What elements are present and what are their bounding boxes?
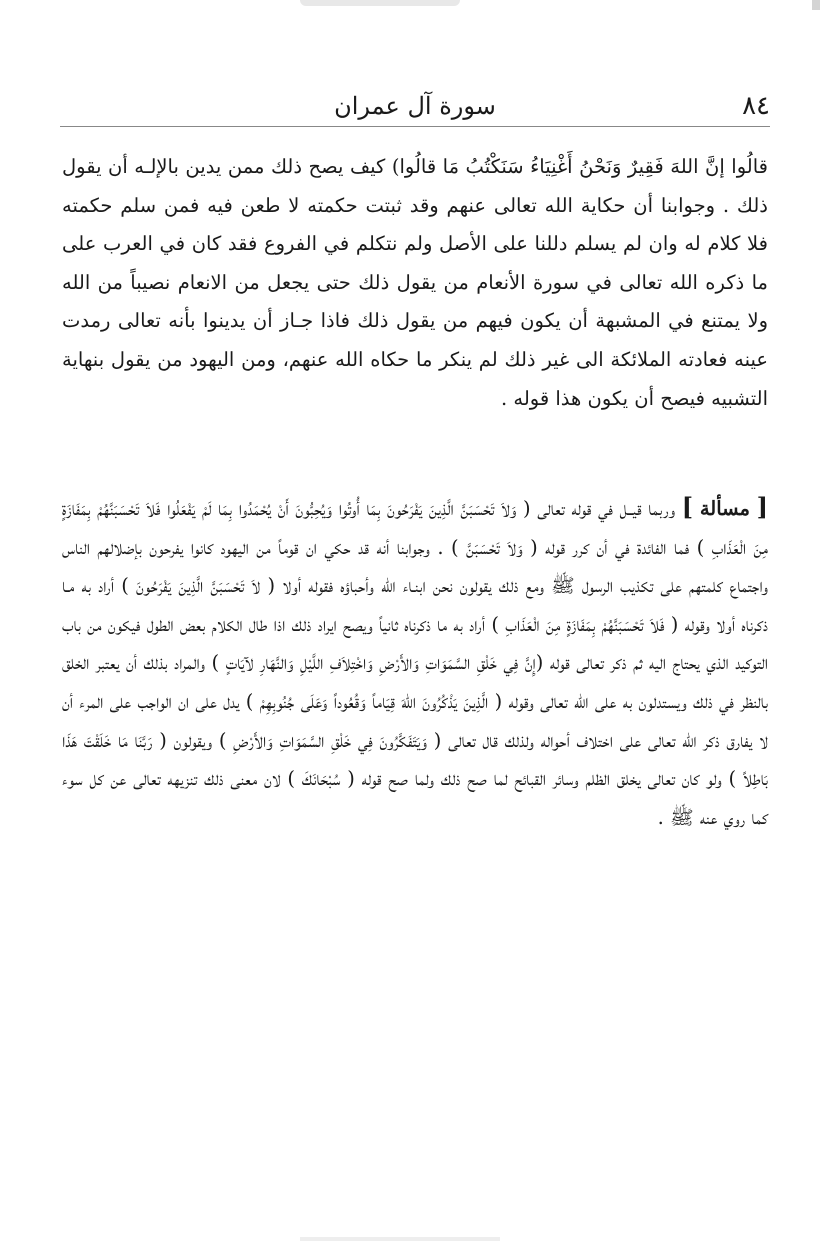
page-number: ٨٤ [742, 91, 770, 121]
section-bracket-open: [ [756, 492, 769, 521]
scan-artifact-corner [812, 0, 820, 10]
section-label: مسألة [699, 497, 750, 520]
section-bracket-close: ] [681, 492, 694, 521]
scan-artifact-top [300, 0, 460, 6]
page-header [60, 88, 770, 128]
section-text: وربما قيــل في قوله تعالى ( وَلاَ تَحْسَبَنَّ الَّذِينَ يَفْرَحُونَ بِمَا أُوتُوا وَيُحِبُّونَ أَنْ يُحْمَدُوا بِمَا لَمْ يَفْعَلُوا فَلاَ تَحْسَبَنَّهُمْ بِمَفَازَةٍ مِنَ الْعَذَابِ ) فما الفائدة في أن كرر قوله ( وَلاَ تَحْسَبَنَّ ) . وجوابنا أنه قد حكي ان قوماً من اليهود كانوا يفرحون بإضلالهم الناس واجتماع كلمتهم على تكذيب الرسول ﷺ ومع ذلك يقولون نحن ابنـاء الله وأحباؤه فقوله أولا ( لاَ تَحْسَبَنَّ الَّذِينَ يَفْرَحُونَ ) أراد به مـا ذكرناه أولا وقوله ( فَلاَ تَحْسَبَنَّهُمْ بِمَفَازَةٍ مِنَ الْعَذَابِ ) أراد به ما ذكرناه ثانياً ويصح ايراد ذلك اذا طال الكلام بعض الطول فيكون من باب التوكيد الذي يحتاج اليه ثم ذكر تعالى قوله (إِنَّ فِي خَلْقِ السَّمَوَاتِ وَالأَرْضِ وَاخْتِلاَفِ اللَّيْلِ وَالنَّهَارِ لآيَاتٍ ) والمراد بذلك أن يعتبر الخلق بالنظر في ذلك ويستدلون به على الله تعالى وقوله ( الَّذِينَ يَذْكُرُونَ اللهَ قِيَاماً وَقُعُوداً وَعَلَى جُنُوبِهِمْ ) يدل على ان الواجب على المرء أن لا يفارق ذكر الله تعالى على اختلاف أحواله ولذلك قال تعالى ( وَيَتَفَكَّرُونَ فِي خَلْقِ السَّمَوَاتِ وَالأَرْضِ ) ويقولون ( رَبَّنَا مَا خَلَقْتَ هَذَا بَاطِلاً ) ولو كان تعالى يخلق الظلم وسائر القبائح لما صح ذلك ولما صح قوله ( سُبْحَانَكَ ) لان معنى ذلك تنزيهه تعالى عن كل سوء كما روي عنه ﷺ . [62, 497, 768, 829]
body-paragraph-1: قالُوا إنَّ اللهَ فَقِيرٌ وَنَحْنُ أَغْنِيَاءُ سَنَكْتُبُ مَا قالُوا) كيف يصح ذلك ممن يدين بالإلـه أن يقول ذلك . وجوابنا أن حكاية الله تعالى عنهم وقد ثبتت حكمته لا طعن فيه فمن سلم حكمته فلا كلام له وان لم يسلم دللنا على الأصل ولم نتكلم في الفروع فقد كان في العرب على ما ذكره الله تعالى في سورة الأنعام من يقول ذلك حتى يجعل من الانعام نصيباً من الله ولا يمتنع في المشبهة أن يكون فيهم من يقول ذلك فاذا جـاز أن يدينوا بأنه تعالى رمدت عينه فعادته الملائكة الى غير ذلك لم ينكر ما حكاه الله عنهم، ومن اليهود من يقول بنهاية التشبيه فيصح أن يكون هذا قوله . [62, 155, 768, 410]
header-rule [60, 126, 770, 127]
body-paragraph-2 [62, 488, 768, 837]
scan-artifact-bottom [300, 1237, 500, 1241]
running-title: سورة آل عمران [334, 92, 496, 120]
